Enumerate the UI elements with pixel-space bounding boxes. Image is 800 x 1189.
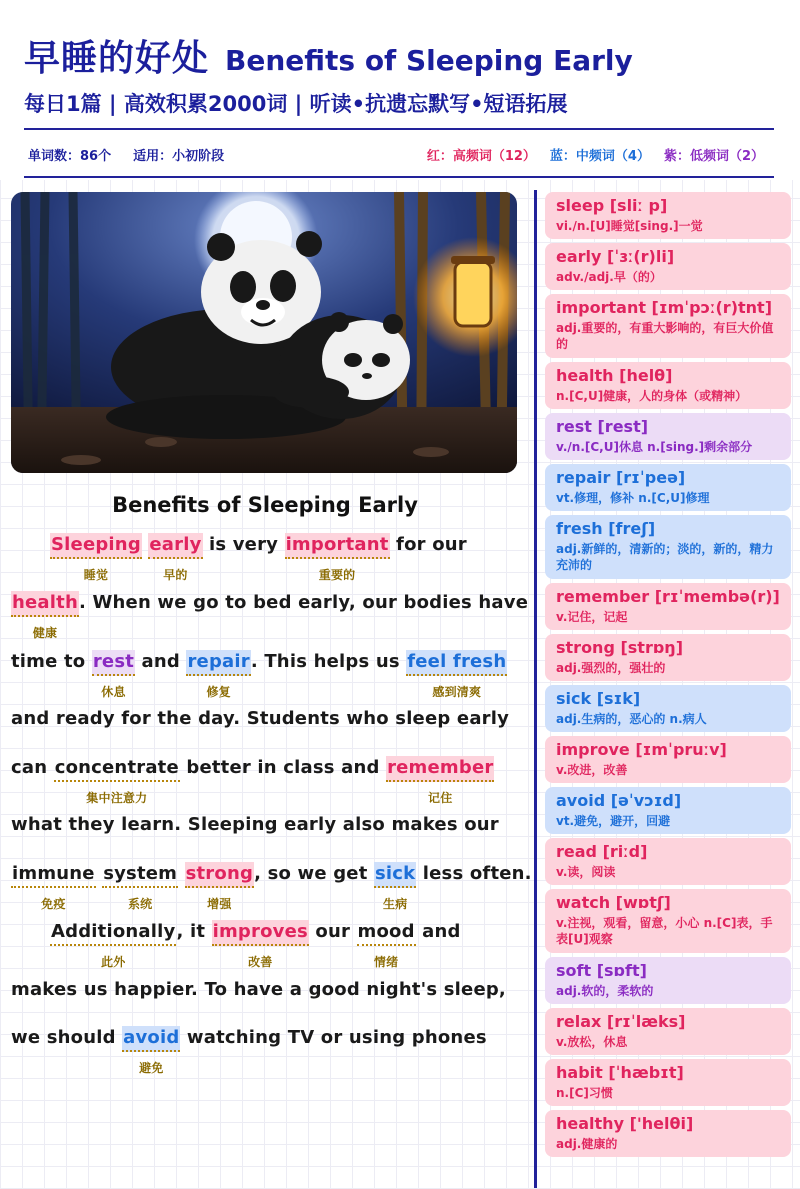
- header-divider: [24, 128, 774, 130]
- article-line: [11, 1026, 487, 1075]
- vocab-card-definition: vi./n.[U]睡觉[sing.]一觉: [556, 219, 703, 233]
- vocab-card-word: read [riːd]: [556, 842, 648, 861]
- vocab-card-definition: adj.健康的: [556, 1137, 618, 1151]
- vocab-word-text: health: [12, 592, 78, 613]
- page-subtitle: 每日1篇 | 高效积累2000词 | 听读•抗遗忘默写•短语拓展: [24, 92, 568, 116]
- vocab-word-text: immune: [12, 863, 95, 884]
- vocab-card-definition: n.[C]习惯: [556, 1086, 613, 1100]
- vocab-card-definition: v.记住，记起: [556, 610, 628, 624]
- vocab-word-text: avoid: [123, 1027, 180, 1048]
- article-text: and: [135, 651, 187, 672]
- article-line: [11, 979, 506, 1000]
- panda-illustration-svg: [11, 192, 517, 473]
- vocab-card: [545, 736, 791, 783]
- article-text: , it: [176, 921, 212, 942]
- vocab-word-text: feel fresh: [407, 651, 507, 672]
- article-line: [50, 920, 461, 969]
- vocab-card: [545, 1059, 791, 1106]
- vocab-card: [545, 634, 791, 681]
- vocab-card-word: strong [strɒŋ]: [556, 638, 683, 657]
- word-gloss: 休息: [101, 685, 126, 699]
- vocab-word: [102, 862, 178, 911]
- vocab-word: [357, 920, 416, 969]
- vocab-card-definition: n.[C,U]健康，人的身体（或精神）: [556, 389, 748, 403]
- article-text: and ready for the day. Students who sleep early: [11, 708, 510, 729]
- vocab-card: [545, 1110, 791, 1157]
- article-text: our: [308, 921, 357, 942]
- vocab-card-definition: adj.重要的，有重大影响的，有巨大价值的: [556, 321, 774, 351]
- meta-info: [28, 145, 224, 164]
- page-header: [0, 0, 800, 180]
- vocab-card-definition: adv./adj.早（的）: [556, 270, 662, 284]
- vocab-card-word: sleep [sliː p]: [556, 196, 668, 215]
- word-gloss: 增强: [207, 897, 232, 911]
- vocab-word: [11, 591, 79, 640]
- color-legend: [427, 145, 764, 164]
- article-text: . This helps us: [250, 651, 407, 672]
- vocab-word-text: improves: [212, 921, 308, 942]
- word-gloss: 早的: [163, 568, 188, 582]
- vocab-card-word: rest [rest]: [556, 417, 649, 436]
- vocab-card-definition: adj.生病的，恶心的 n.病人: [556, 712, 707, 726]
- article-text: less often.: [416, 863, 532, 884]
- vocab-card-word: health [helθ]: [556, 366, 673, 385]
- vocab-card-definition: v.注视，观看，留意，小心 n.[C]表，手表[U]观察: [556, 916, 773, 946]
- article-text: is very: [202, 534, 285, 555]
- vocab-card: [545, 1008, 791, 1055]
- vocab-word-text: repair: [187, 651, 250, 672]
- article-text: . When we go to bed early, our bodies have: [78, 592, 529, 613]
- vocab-card-definition: vt.避免，避开，回避: [556, 814, 671, 828]
- vocab-word-text: concentrate: [54, 757, 179, 778]
- vocab-card: [545, 243, 791, 290]
- word-gloss: 修复: [206, 685, 231, 699]
- article-text: we should: [11, 1027, 123, 1048]
- vocab-card-word: improve [ɪmˈpruːv]: [556, 740, 727, 759]
- vocab-word: [148, 533, 202, 582]
- vocab-card-definition: v.改进，改善: [556, 763, 628, 777]
- vocab-card-word: fresh [freʃ]: [556, 519, 656, 538]
- vocab-word-text: mood: [357, 921, 415, 942]
- article-line: [11, 756, 494, 805]
- legend-purple: 紫：低频词（2）: [663, 149, 764, 164]
- article-line: [11, 650, 507, 699]
- vocab-word: [386, 756, 494, 805]
- vocab-word: [92, 650, 135, 699]
- word-gloss: 改善: [248, 955, 273, 969]
- vocab-word-text: system: [103, 863, 178, 884]
- vocab-card-word: repair [rɪˈpeə]: [556, 468, 686, 487]
- article-text: watching TV or using phones: [180, 1027, 487, 1048]
- vocab-card-word: avoid [əˈvɔɪd]: [556, 791, 682, 810]
- vocab-word: [186, 650, 250, 699]
- article-text: makes us happier. To have a good night's sleep,: [11, 979, 506, 1000]
- vocab-card-word: soft [sɒft]: [556, 961, 647, 980]
- panda-illustration: [11, 192, 517, 473]
- vocab-card: [545, 515, 791, 579]
- vocab-word-text: Additionally: [51, 921, 176, 942]
- vocab-card-word: sick [sɪk]: [556, 689, 641, 708]
- vocab-card-word: early [ˈɜː(r)li]: [556, 247, 675, 266]
- vocab-card-word: important [ɪmˈpɔː(r)tnt]: [556, 298, 772, 317]
- article-line: [11, 814, 499, 835]
- word-gloss: 健康: [32, 626, 58, 640]
- article-text: can: [11, 757, 54, 778]
- vocab-card: [545, 787, 791, 834]
- vocab-card-definition: v.放松，休息: [556, 1035, 628, 1049]
- vocab-card: [545, 583, 791, 630]
- vocab-card: [545, 685, 791, 732]
- vocab-card-definition: v.读，阅读: [556, 865, 616, 879]
- article-title: Benefits of Sleeping Early: [112, 493, 418, 517]
- vocab-card-word: healthy ['helθi]: [556, 1114, 694, 1133]
- vocab-card: [545, 464, 791, 511]
- article-text: and: [415, 921, 461, 942]
- vocab-word: [285, 533, 390, 582]
- vocab-word: [185, 862, 254, 911]
- vocab-card-definition: adj.强烈的，强壮的: [556, 661, 666, 675]
- word-gloss: 避免: [139, 1061, 164, 1075]
- vocab-card-word: remember [rɪˈmembə(r)]: [556, 587, 780, 606]
- column-divider: [534, 190, 537, 1188]
- vocab-word-text: important: [285, 534, 389, 555]
- word-count: 单词数：86个: [28, 149, 112, 164]
- vocab-card: [545, 192, 791, 239]
- page-title-en: Benefits of Sleeping Early: [225, 44, 633, 77]
- title-row: [24, 30, 633, 81]
- word-gloss: 记住: [428, 791, 453, 805]
- header-divider-bottom: [24, 176, 774, 178]
- vocab-card: [545, 838, 791, 885]
- word-gloss: 免疫: [41, 897, 66, 911]
- word-gloss: 集中注意力: [86, 791, 148, 805]
- vocab-card: [545, 362, 791, 409]
- vocab-card: [545, 413, 791, 460]
- vocab-card: [545, 294, 791, 358]
- vocab-word: [54, 756, 180, 805]
- vocab-card-definition: v./n.[C,U]休息 n.[sing.]剩余部分: [556, 440, 753, 454]
- vocab-card-word: relax [rɪˈlæks]: [556, 1012, 686, 1031]
- legend-red: 红：高频词（12）: [426, 149, 536, 164]
- word-gloss: 感到清爽: [432, 685, 482, 699]
- article-text: time to: [11, 651, 92, 672]
- article-line: [50, 533, 467, 582]
- article-text: better in class and: [179, 757, 387, 778]
- article-text: what they learn. Sleeping early also makes our: [11, 814, 499, 835]
- word-gloss: 情绪: [373, 955, 399, 969]
- vocabulary-list: [545, 192, 791, 1161]
- vocab-word: [11, 862, 96, 911]
- vocab-word: [212, 920, 309, 969]
- article-line: [11, 591, 529, 640]
- article-line: [11, 708, 509, 729]
- vocab-word-text: rest: [92, 651, 135, 672]
- vocab-word-text: strong: [185, 863, 254, 884]
- article-text: for our: [389, 534, 467, 555]
- vocab-word-text: sick: [374, 863, 416, 884]
- vocab-card-definition: adj.新鲜的，清新的；淡的，新的，精力充沛的: [556, 542, 774, 572]
- vocab-word: [50, 533, 142, 582]
- vocab-word-text: Sleeping: [51, 534, 141, 555]
- vocab-word: [406, 650, 507, 699]
- vocab-word-text: early: [149, 534, 202, 555]
- vocab-word: [122, 1026, 180, 1075]
- legend-blue: 蓝：中频词（4）: [549, 149, 650, 164]
- page-title-cn: 早睡的好处: [24, 38, 210, 79]
- vocab-card: [545, 957, 791, 1004]
- word-gloss: 重要的: [318, 568, 356, 582]
- vocab-card: [545, 889, 791, 953]
- article-text: , so we get: [254, 863, 374, 884]
- article-line: [11, 862, 532, 911]
- vocab-word: [374, 862, 416, 911]
- level-label: 适用：小初阶段: [133, 149, 225, 164]
- vocab-card-word: habit [ˈhæbɪt]: [556, 1063, 684, 1082]
- vocab-word: [50, 920, 176, 969]
- word-gloss: 系统: [127, 897, 153, 911]
- vocab-word-text: remember: [387, 757, 494, 778]
- vocab-card-definition: adj.软的，柔软的: [556, 984, 654, 998]
- word-gloss: 睡觉: [83, 568, 109, 582]
- word-gloss: 此外: [101, 955, 126, 969]
- vocab-card-word: watch [wɒtʃ]: [556, 893, 671, 912]
- vocab-card-definition: vt.修理，修补 n.[C,U]修理: [556, 491, 710, 505]
- word-gloss: 生病: [382, 897, 408, 911]
